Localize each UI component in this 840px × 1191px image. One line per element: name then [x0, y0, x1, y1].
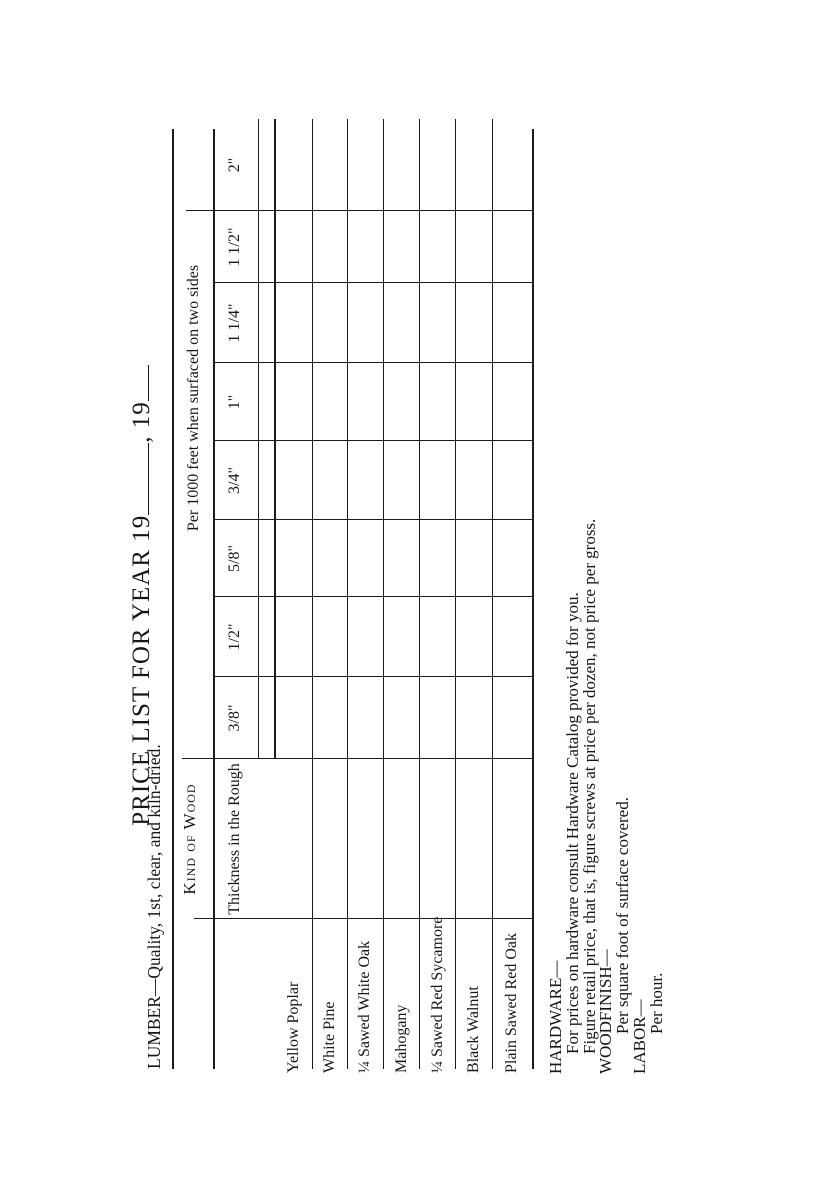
table-bottom-rule: [532, 129, 534, 1069]
size-col-divider: [213, 362, 532, 363]
label-column-divider: [194, 918, 532, 919]
size-header-3-4: 3/4": [226, 467, 243, 494]
notes-section: [548, 519, 666, 1074]
size-header-1-1-4: 1 1/4": [226, 303, 243, 343]
woodfinish-note: Per square foot of surface covered.: [613, 797, 633, 1034]
size-col-divider: [213, 519, 532, 520]
size-header-1-2: 1/2": [226, 623, 243, 651]
wood-row-divider: [419, 119, 420, 1069]
hardware-note-2: Figure retail price, that is, figure screws at price per dozen, not price per gross.: [579, 518, 599, 1054]
wood-row-label: Mahogany: [393, 1004, 410, 1073]
size-header-3-8: 3/8": [226, 704, 243, 732]
wood-row-label: ¼ Sawed Red Sycamore: [429, 916, 446, 1073]
wood-row-label: Black Walnut: [465, 986, 482, 1073]
kind-of-wood-header: Kind of Wood: [180, 783, 199, 895]
size-header-1-1-2: 1 1/2": [226, 227, 243, 267]
wood-row-divider: [312, 119, 313, 1069]
size-col-divider: [213, 440, 532, 441]
size-row-double-rule: [274, 119, 276, 759]
wood-row-divider: [347, 119, 348, 1069]
thickness-header: Thickness in the Rough: [226, 763, 243, 915]
labor-heading: LABOR—: [629, 999, 649, 1074]
size-col-divider: [213, 676, 532, 677]
size-header-2: 2": [226, 157, 243, 173]
hardware-note-1: For prices on hardware consult Hardware Catalog provided for you.: [562, 592, 582, 1054]
wood-row-label: Plain Sawed Red Oak: [503, 933, 520, 1073]
wood-row-label: Yellow Poplar: [285, 981, 302, 1073]
per-1000-feet-header: Per 1000 feet when surfaced on two sides: [185, 264, 202, 532]
hardware-heading: HARDWARE—: [546, 960, 565, 1074]
lumber-quality-line: LUMBER—Quality, 1st, clear, and kiln-dried.: [144, 744, 164, 1069]
size-col-divider: [213, 282, 532, 283]
labor-note: Per hour.: [646, 972, 666, 1034]
page-title: PRICE LIST FOR YEAR 19, 19: [128, 0, 156, 1191]
table-header-rule: [213, 129, 215, 1069]
size-col-divider: [213, 596, 532, 597]
wood-row-label: ¼ Sawed White Oak: [356, 940, 373, 1073]
year-blank-1: [128, 443, 149, 515]
wood-row-divider: [492, 119, 493, 1069]
size-row-rule: [258, 119, 259, 759]
wood-row-divider: [383, 119, 384, 1069]
woodfinish-heading: WOODFINISH—: [596, 949, 616, 1074]
year-blank-2: [128, 365, 149, 401]
wood-row-divider: [455, 119, 456, 1069]
wood-row-label: White Pine: [321, 1001, 338, 1073]
table-top-rule: [172, 129, 174, 1069]
size-header-5-8: 5/8": [226, 545, 243, 572]
size-header-1: 1": [226, 394, 243, 410]
